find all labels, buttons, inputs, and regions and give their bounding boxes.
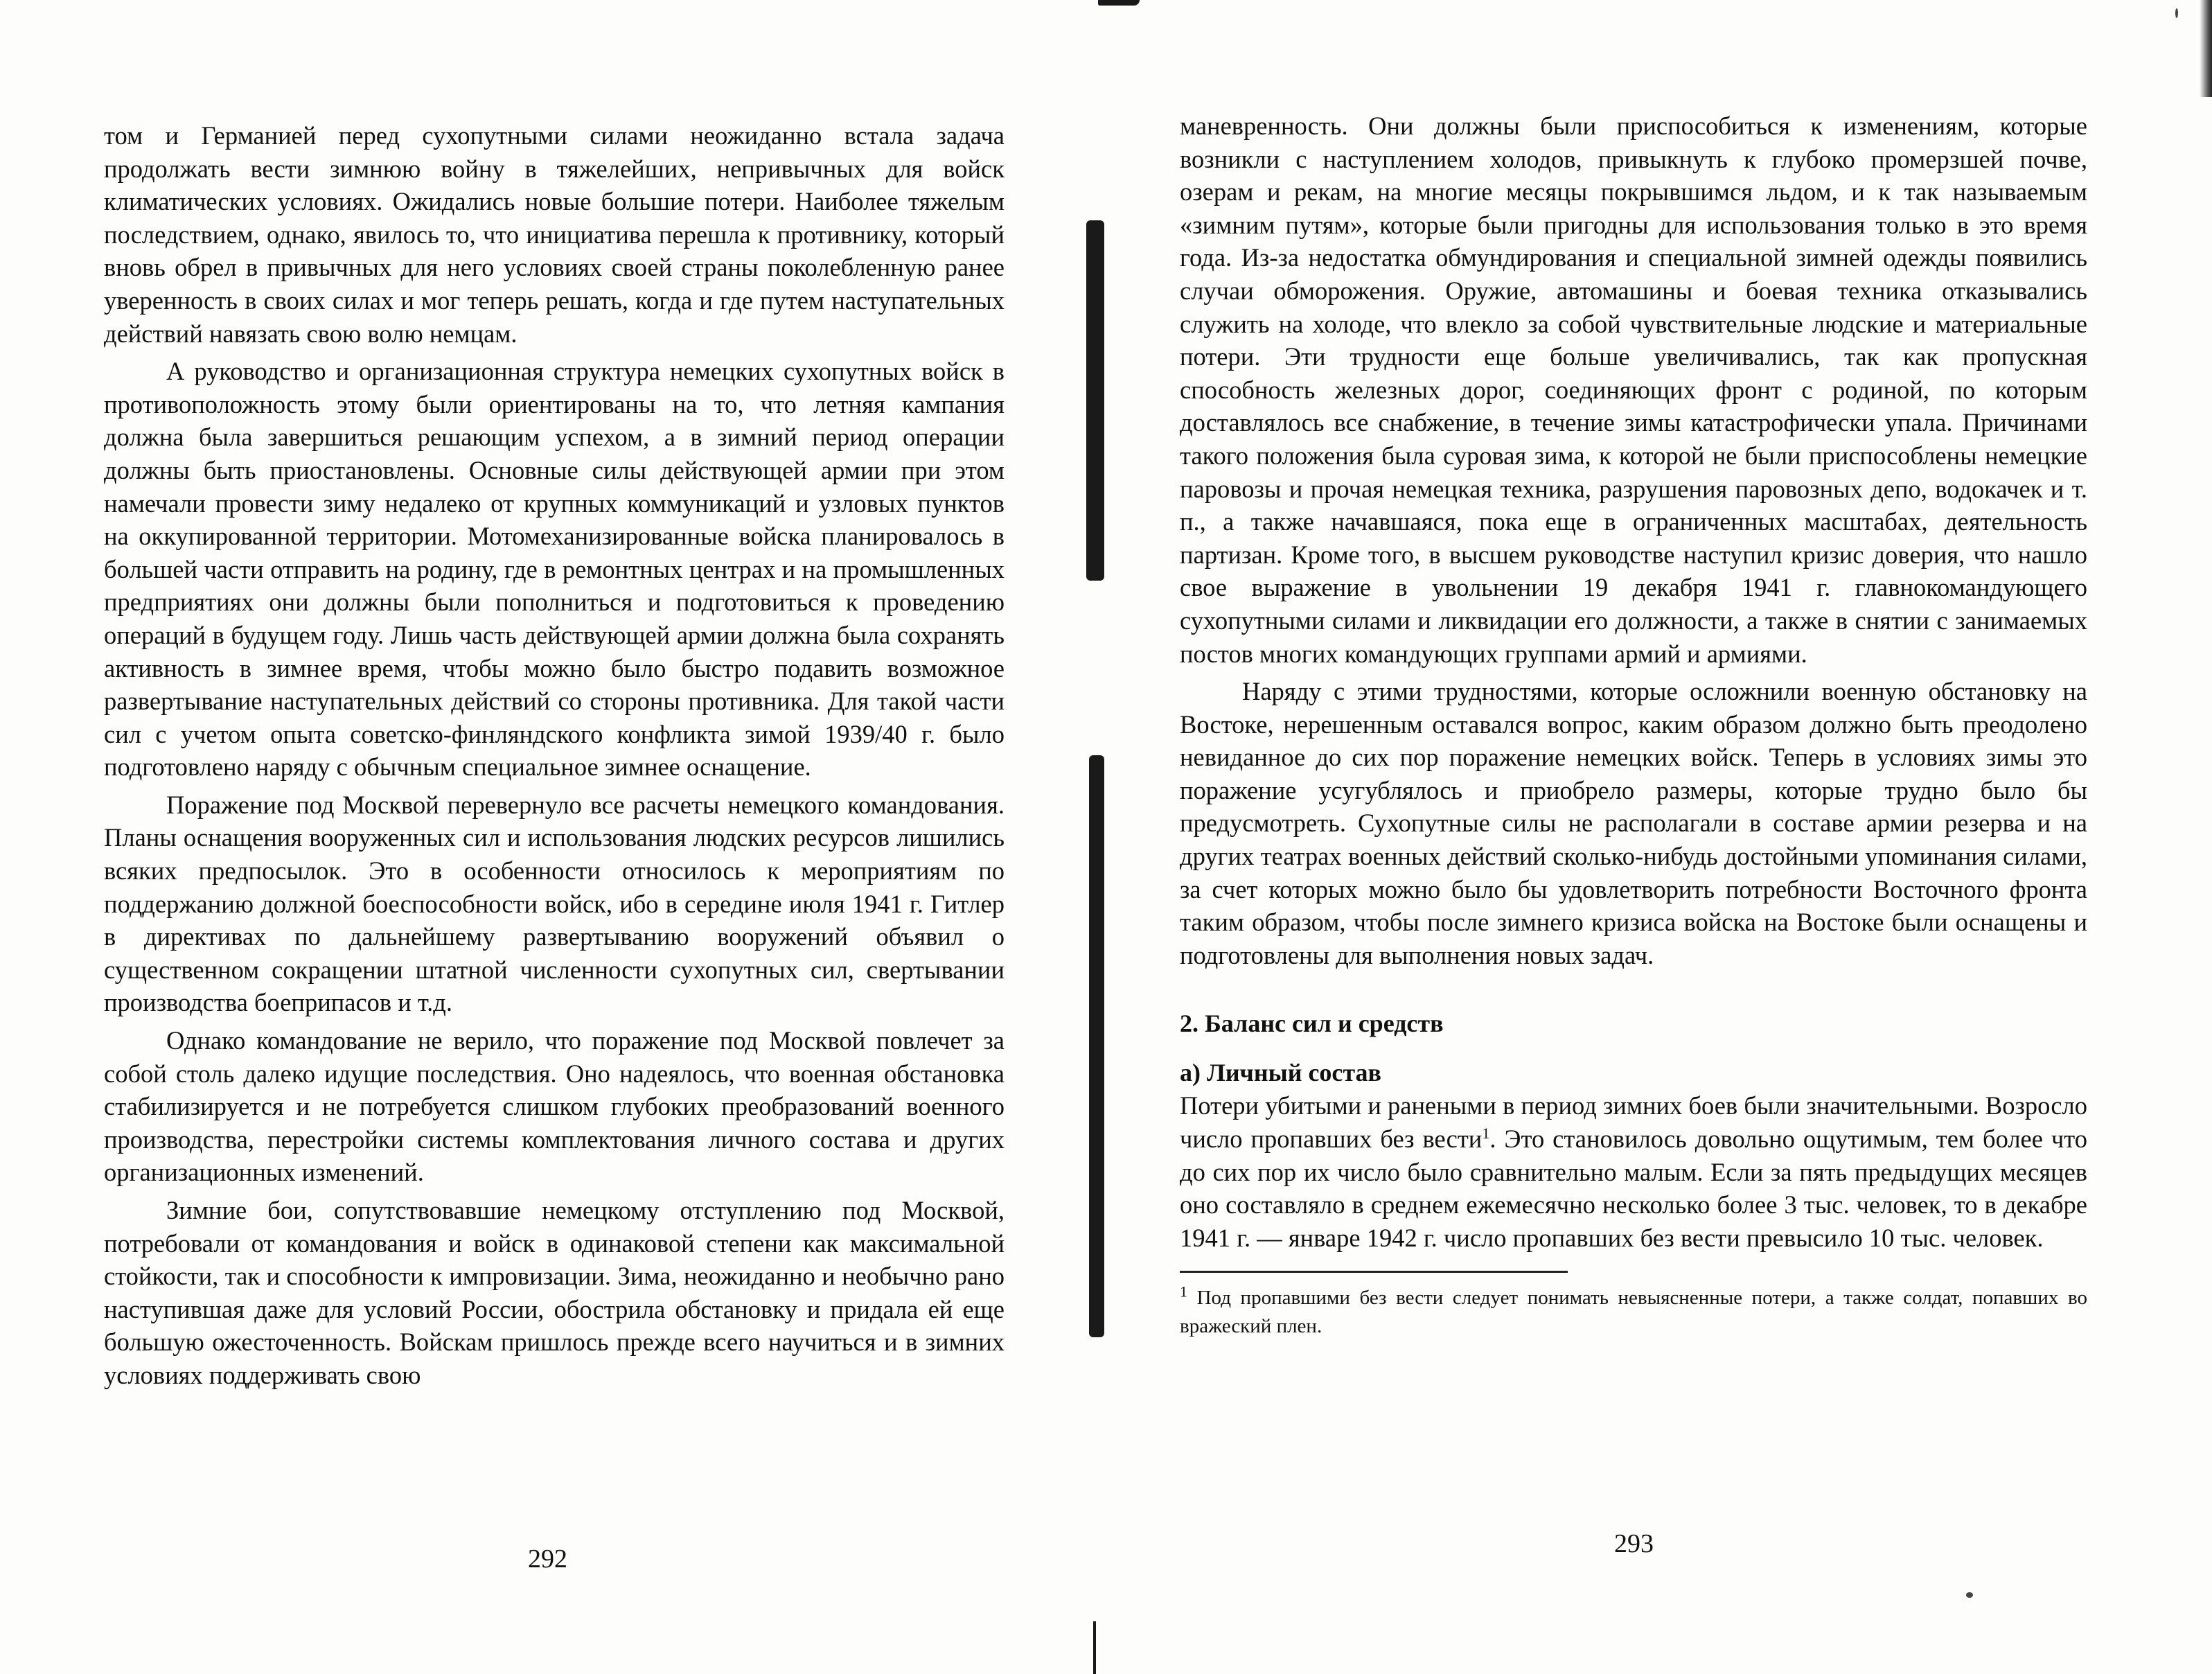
left-paragraph-3: Поражение под Москвой перевернуло все расчеты немецкого командования. Планы оснащения вооруженных сил и использования людских ресурсов лишились всяких предпосылок. Это в особенности относилось к мероприятиям по поддержанию должной боеспособности войск, ибо в середине июля 1941 г. Гитлер в директивах по дальнейшему развертыванию вооружений объявил о существенном сокращении штатной численности сухопутных сил, свертывании производства боеприпасов и т.д. (104, 790, 1005, 1017)
personnel-text-end: . Это становилось довольно ощутимым, тем более что до сих пор их число было сравнительно малым. Если за пять предыдущих месяцев оно составляло в среднем ежемесячно несколько более 3 тыс. человек, то в декабре 1941 г. — январе 1942 г. число пропавших без вести превысило 10 тыс. человек. (1180, 1125, 2087, 1252)
right-paragraph-2: Наряду с этими трудностями, которые осложнили военную обстановку на Востоке, нерешенным оставался вопрос, каким образом должно быть преодолено невиданное до сих пор поражение немецких войск. Теперь в условиях зимы это поражение усугублялось и приобрело размеры, которые трудно было бы предусмотреть. Сухопутные силы не располагали в составе армии резерва и на других театрах военных действий сколько-нибудь достойными упоминания силами, за счет которых можно было бы удовлетворить потребности Восточного фронта таким образом, чтобы после зимнего кризиса войска на Востоке были оснащены и подготовлены для выполнения новых задач. (1180, 677, 2087, 969)
personnel-text-start: Потери убитыми и ранеными в период зимних боев были значительными. Возросло число пропавших без вести (1180, 1091, 2087, 1154)
footnote-marker: 1 (1180, 1283, 1187, 1301)
left-paragraph-4: Однако командование не верило, что поражение под Москвой повлечет за собой столь далеко идущие последствия. Оно надеялось, что военная обстановка стабилизируется и не потребуется слишком глубоких преобразований военного производства, перестройки системы комплектования личного состава и других организационных изменений. (104, 1026, 1005, 1187)
right-page (1108, 0, 2212, 1674)
left-page (0, 0, 1081, 1674)
left-page-number: 292 (528, 1544, 567, 1574)
left-paragraph-2: А руководство и организационная структура немецких сухопутных войск в противоположность этому были ориентированы на то, что летняя кампания должна была завершиться решающим успехом, а в зимний период операции должны быть приостановлены. Основные силы действующей армии при этом намечали провести зиму недалеко от крупных коммуникаций и узловых пунктов на оккупированной территории. Мотомеханизированные войска планировалось в большей части отправить на родину, где в ремонтных центрах и на промышленных предприятиях они должны были пополниться и подготовиться к проведению операций в будущем году. Лишь часть действующей армии должна была сохранять активность в зимнее время, чтобы можно было быстро подавить возможное развертывание наступательных действий со стороны противника. Для такой части сил с учетом опыта советско-финляндского конфликта зимой 1939/40 г. было подготовлено наряду с обычным специальное зимнее оснащение. (104, 357, 1005, 782)
left-page-text-column (104, 119, 1005, 1397)
footnote-separator (1180, 1271, 1568, 1273)
footnote-text: Под пропавшими без вести следует понимать невыясненные потери, а также солдат, попавших во вражеский плен. (1180, 1287, 2087, 1338)
binding-line-bottom (1093, 1621, 1096, 1674)
right-page-number: 293 (1614, 1529, 1654, 1558)
binding-shadow-lower (1089, 755, 1104, 1337)
sub-heading: а) Личный состав (1180, 1059, 1381, 1087)
footnote (1180, 1284, 2087, 1341)
personnel-paragraph (1180, 1089, 2087, 1254)
binding-shadow-upper (1086, 220, 1104, 581)
section-heading: 2. Баланс сил и средств (1180, 1010, 1444, 1038)
right-paragraph-1: маневренность. Они должны были приспособиться к изменениям, которые возникли с наступлением холодов, привыкнуть к глубоко промерзшей почве, озерам и рекам, на многие месяцы покрывшимся льдом, и к так называемым «зимним путям», которые были пригодны для использования только в это время года. Из-за недостатка обмундирования и специальной зимней одежды появились случаи обморожения. Оружие, автомашины и боевая техника отказывались служить на холоде, что влекло за собой чувствительные людские и материальные потери. Эти трудности еще больше увеличивались, так как пропускная способность железных дорог, соединяющих фронт с родиной, по которым доставлялось все снабжение, в течение зимы катастрофически упала. Причинами такого положения была суровая зима, к которой не были приспособлены немецкие паровозы и прочая немецкая техника, разрушения паровозных депо, водокачек и т. п., а также начавшаяся, пока еще в ограниченных масштабах, деятельность партизан. Кроме того, в высшем руководстве наступил кризис доверия, что нашло свое выражение в увольнении 19 декабря 1941 г. главнокомандующего сухопутными силами и ликвидации его должности, а также в снятии с занимаемых постов многих командующих группами армий и армиями. (1180, 112, 2087, 668)
left-paragraph-1: том и Германией перед сухопутными силами неожиданно встала задача продолжать вести зимнюю войну в тяжелейших, непривычных для войск климатических условиях. Ожидались новые большие потери. Наиболее тяжелым последствием, однако, явилось то, что инициатива перешла к противнику, который вновь обрел в привычных для него условиях своей страны поколебленную ранее уверенность в своих силах и мог теперь решать, когда и где путем наступательных действий навязать свою волю немцам. (104, 121, 1005, 348)
footnote-reference: 1 (1482, 1124, 1490, 1142)
right-page-text-column (1180, 109, 2087, 1346)
left-paragraph-5: Зимние бои, сопутствовавшие немецкому отступлению под Москвой, потребовали от командования и войск в одинаковой степени как максимальной стойкости, так и способности к импровизации. Зима, неожиданно и необычно рано наступившая даже для условий России, обострила обстановку и придала ей еще большую ожесточенность. Войскам пришлось прежде всего научиться и в зимних условиях поддерживать свою (104, 1196, 1005, 1389)
